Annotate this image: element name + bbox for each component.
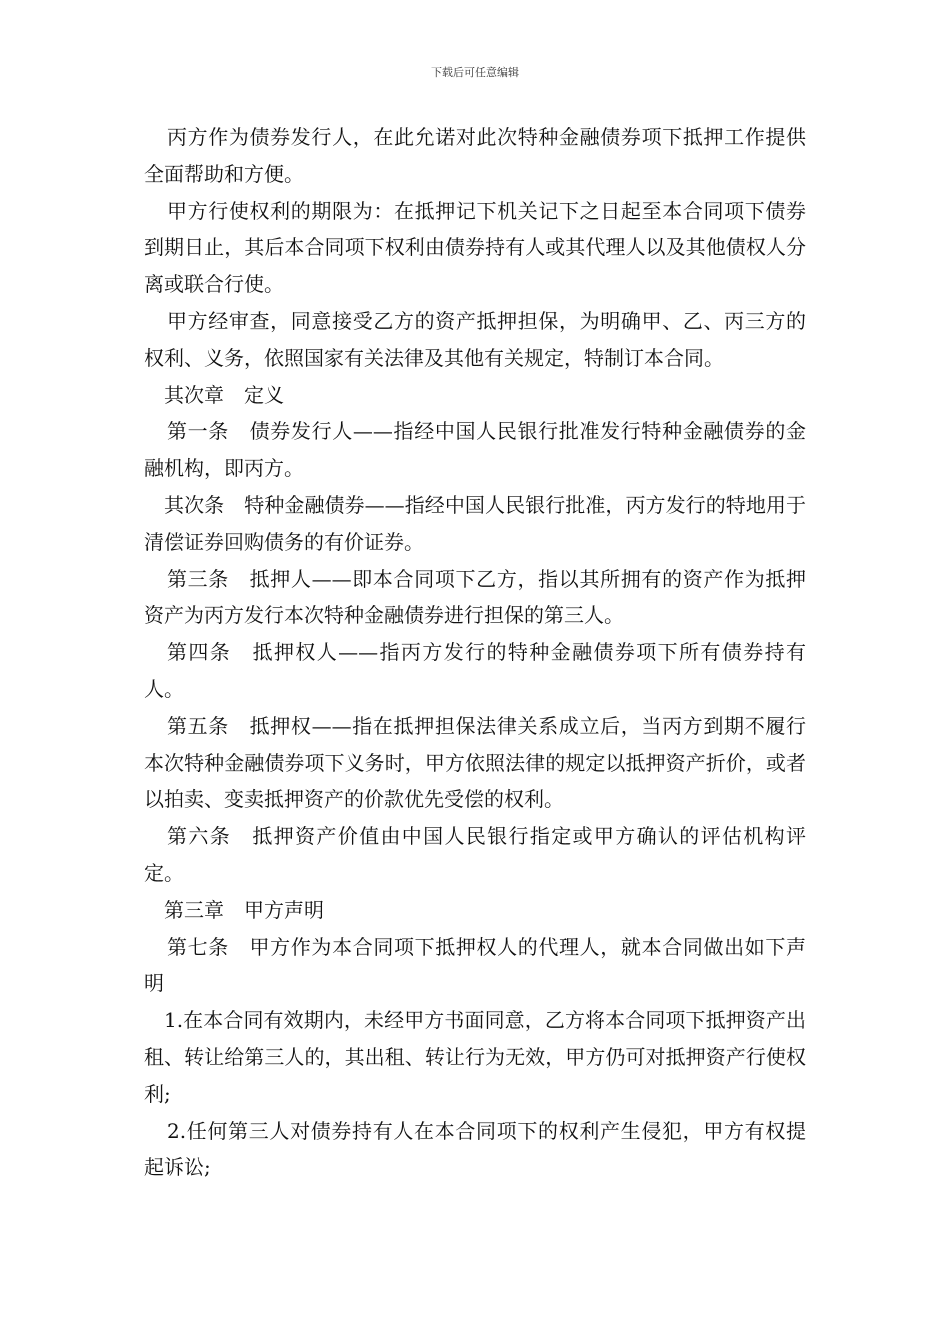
article-3: 第三条 抵押人——即本合同项下乙方，指以其所拥有的资产作为抵押资产为丙方发行本次特种金融债券进行担保的第三人。 [144, 566, 806, 628]
statement-item-1: 1.在本合同有效期内，未经甲方书面同意，乙方将本合同项下抵押资产出租、转让给第三人的，其出租、转让行为无效，甲方仍可对抵押资产行使权利; [144, 1008, 806, 1106]
paragraph-rights-period: 甲方行使权利的期限为：在抵押记下机关记下之日起至本合同项下债券到期日止，其后本合同项下权利由债券持有人或其代理人以及其他债权人分离或联合行使。 [144, 198, 806, 297]
article-1: 第一条 债券发行人——指经中国人民银行批准发行特种金融债券的金融机构，即丙方。 [144, 419, 806, 481]
chapter-heading-party-a-statement: 第三章 甲方声明 [164, 897, 324, 922]
article-4: 第四条 抵押权人——指丙方发行的特种金融债券项下所有债券持有人。 [144, 640, 806, 701]
article-6: 第六条 抵押资产价值由中国人民银行指定或甲方确认的评估机构评定。 [144, 824, 806, 885]
article-7: 第七条 甲方作为本合同项下抵押权人的代理人，就本合同做出如下声明 [144, 934, 806, 996]
article-5: 第五条 抵押权——指在抵押担保法律关系成立后，当丙方到期不履行本次特种金融债券项下义务时，甲方依照法律的规定以抵押资产折价，或者以拍卖、变卖抵押资产的价款优先受偿的权利。 [144, 713, 806, 812]
document-body [144, 119, 806, 1186]
paragraph-issuer-commitment: 丙方作为债券发行人，在此允诺对此次特种金融债券项下抵押工作提供全面帮助和方便。 [144, 125, 806, 186]
page-header-note: 下载后可任意编辑 [431, 66, 519, 79]
article-2: 其次条 特种金融债券——指经中国人民银行批准，丙方发行的特地用于清偿证券回购债务的有价证券。 [144, 492, 806, 554]
paragraph-review-acceptance: 甲方经审查，同意接受乙方的资产抵押担保，为明确甲、乙、丙三方的权利、义务，依照国家有关法律及其他有关规定，特制订本合同。 [144, 308, 806, 370]
chapter-heading-definitions: 其次章 定义 [164, 382, 284, 407]
statement-item-2: 2.任何第三人对债券持有人在本合同项下的权利产生侵犯，甲方有权提起诉讼; [144, 1118, 806, 1180]
